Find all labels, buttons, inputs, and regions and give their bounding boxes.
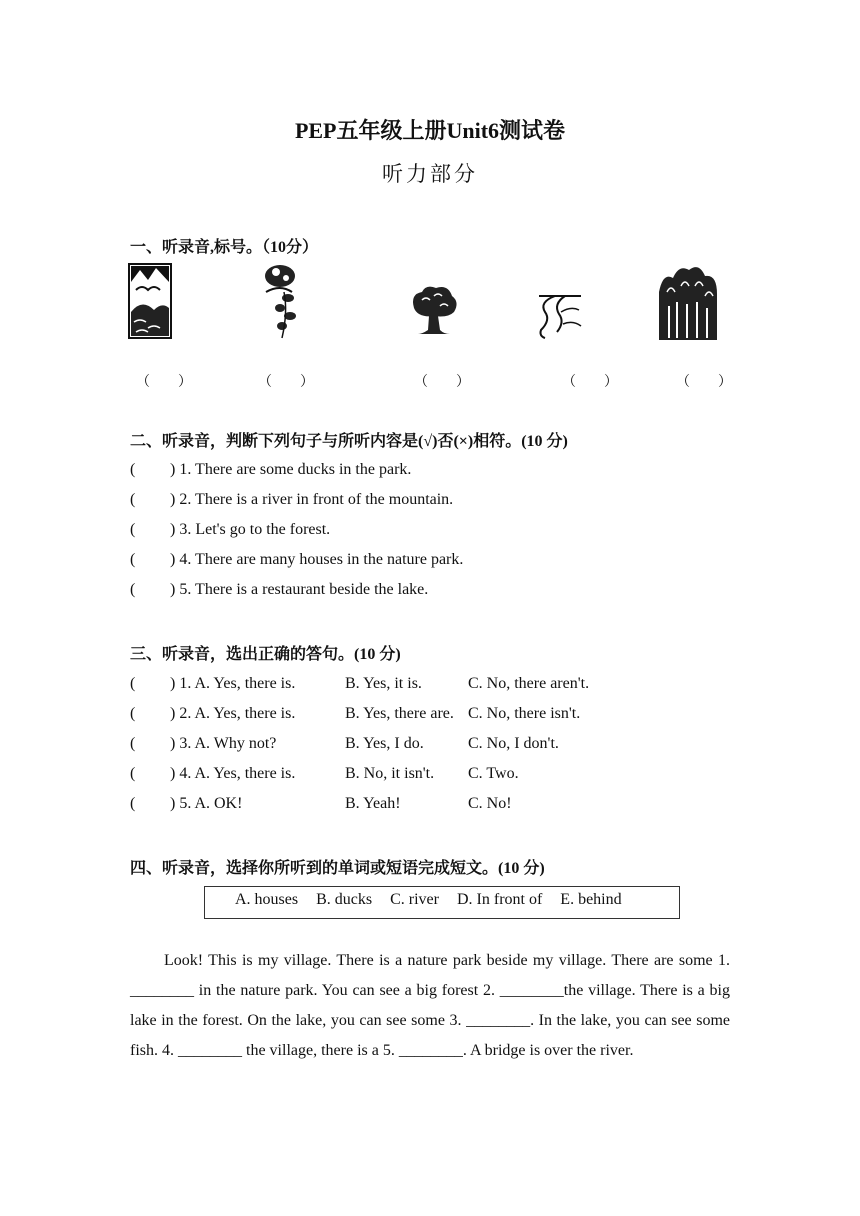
- cloze-passage: Look! This is my village. There is a nature park beside my village. There are some 1. ________ in the nature park. You can see a big forest 2. ________the village. There is a big lake in the forest. On the lake, you can see some 3. ________. In the lake, you can see some fish. 4. ________ the village, there is a 5. ________. A bridge is over the river.: [130, 952, 730, 1059]
- option-c: C. No, there isn't.: [468, 705, 581, 722]
- option-b: B. Yes, there are.: [345, 705, 454, 722]
- mountain-scene-icon: [128, 262, 172, 340]
- page-subtitle: 听力部分: [382, 162, 478, 186]
- word-option: A. houses: [235, 891, 299, 908]
- word-bank: [204, 886, 680, 919]
- list-item: ( ) 1. A. Yes, there is.: [130, 675, 296, 692]
- list-item: ( ) 1. There are some ducks in the park.: [130, 461, 412, 478]
- answer-blank-5[interactable]: （ ）: [676, 375, 732, 390]
- option-c: C. No, I don't.: [468, 735, 559, 752]
- answer-blank-1[interactable]: （ ）: [136, 375, 192, 390]
- list-item: ( ) 5. There is a restaurant beside the lake.: [130, 581, 429, 598]
- option-c: C. No, there aren't.: [468, 675, 590, 692]
- option-b: B. Yeah!: [345, 795, 401, 812]
- list-item: ( ) 4. A. Yes, there is.: [130, 765, 296, 782]
- option-c: C. Two.: [468, 765, 519, 782]
- list-item: ( ) 5. A. OK!: [130, 795, 243, 812]
- word-option: E. behind: [560, 891, 622, 908]
- list-item: ( ) 4. There are many houses in the nature park.: [130, 551, 464, 568]
- tree-icon: [408, 282, 460, 336]
- word-option: B. ducks: [316, 891, 373, 908]
- list-item: ( ) 3. Let's go to the forest.: [130, 521, 331, 538]
- section3-heading: 三、听录音，选出正确的答句。(10 分): [130, 646, 401, 663]
- option-b: B. No, it isn't.: [345, 765, 435, 782]
- river-icon: [535, 290, 587, 342]
- list-item: ( ) 3. A. Why not?: [130, 735, 277, 752]
- list-item: ( ) 2. A. Yes, there is.: [130, 705, 296, 722]
- answer-blank-2[interactable]: （ ）: [258, 375, 314, 390]
- option-b: B. Yes, I do.: [345, 735, 424, 752]
- section1-heading: 一、听录音,标号。（10分）: [130, 239, 319, 256]
- flower-vine-icon: [258, 262, 306, 342]
- list-item: ( ) 2. There is a river in front of the mountain.: [130, 491, 454, 508]
- section4-heading: 四、听录音，选择你所听到的单词或短语完成短文。(10 分): [130, 860, 545, 877]
- page-title: PEP五年级上册Unit6测试卷: [294, 118, 566, 143]
- answer-blank-4[interactable]: （ ）: [562, 375, 618, 390]
- forest-icon: [657, 262, 719, 342]
- answer-blank-3[interactable]: （ ）: [414, 375, 470, 390]
- section2-heading: 二、听录音，判断下列句子与所听内容是(√)否(×)相符。(10 分): [130, 433, 568, 450]
- word-option: C. river: [390, 891, 439, 908]
- word-option: D. In front of: [456, 891, 543, 908]
- option-c: C. No!: [468, 795, 512, 812]
- option-b: B. Yes, it is.: [345, 675, 422, 692]
